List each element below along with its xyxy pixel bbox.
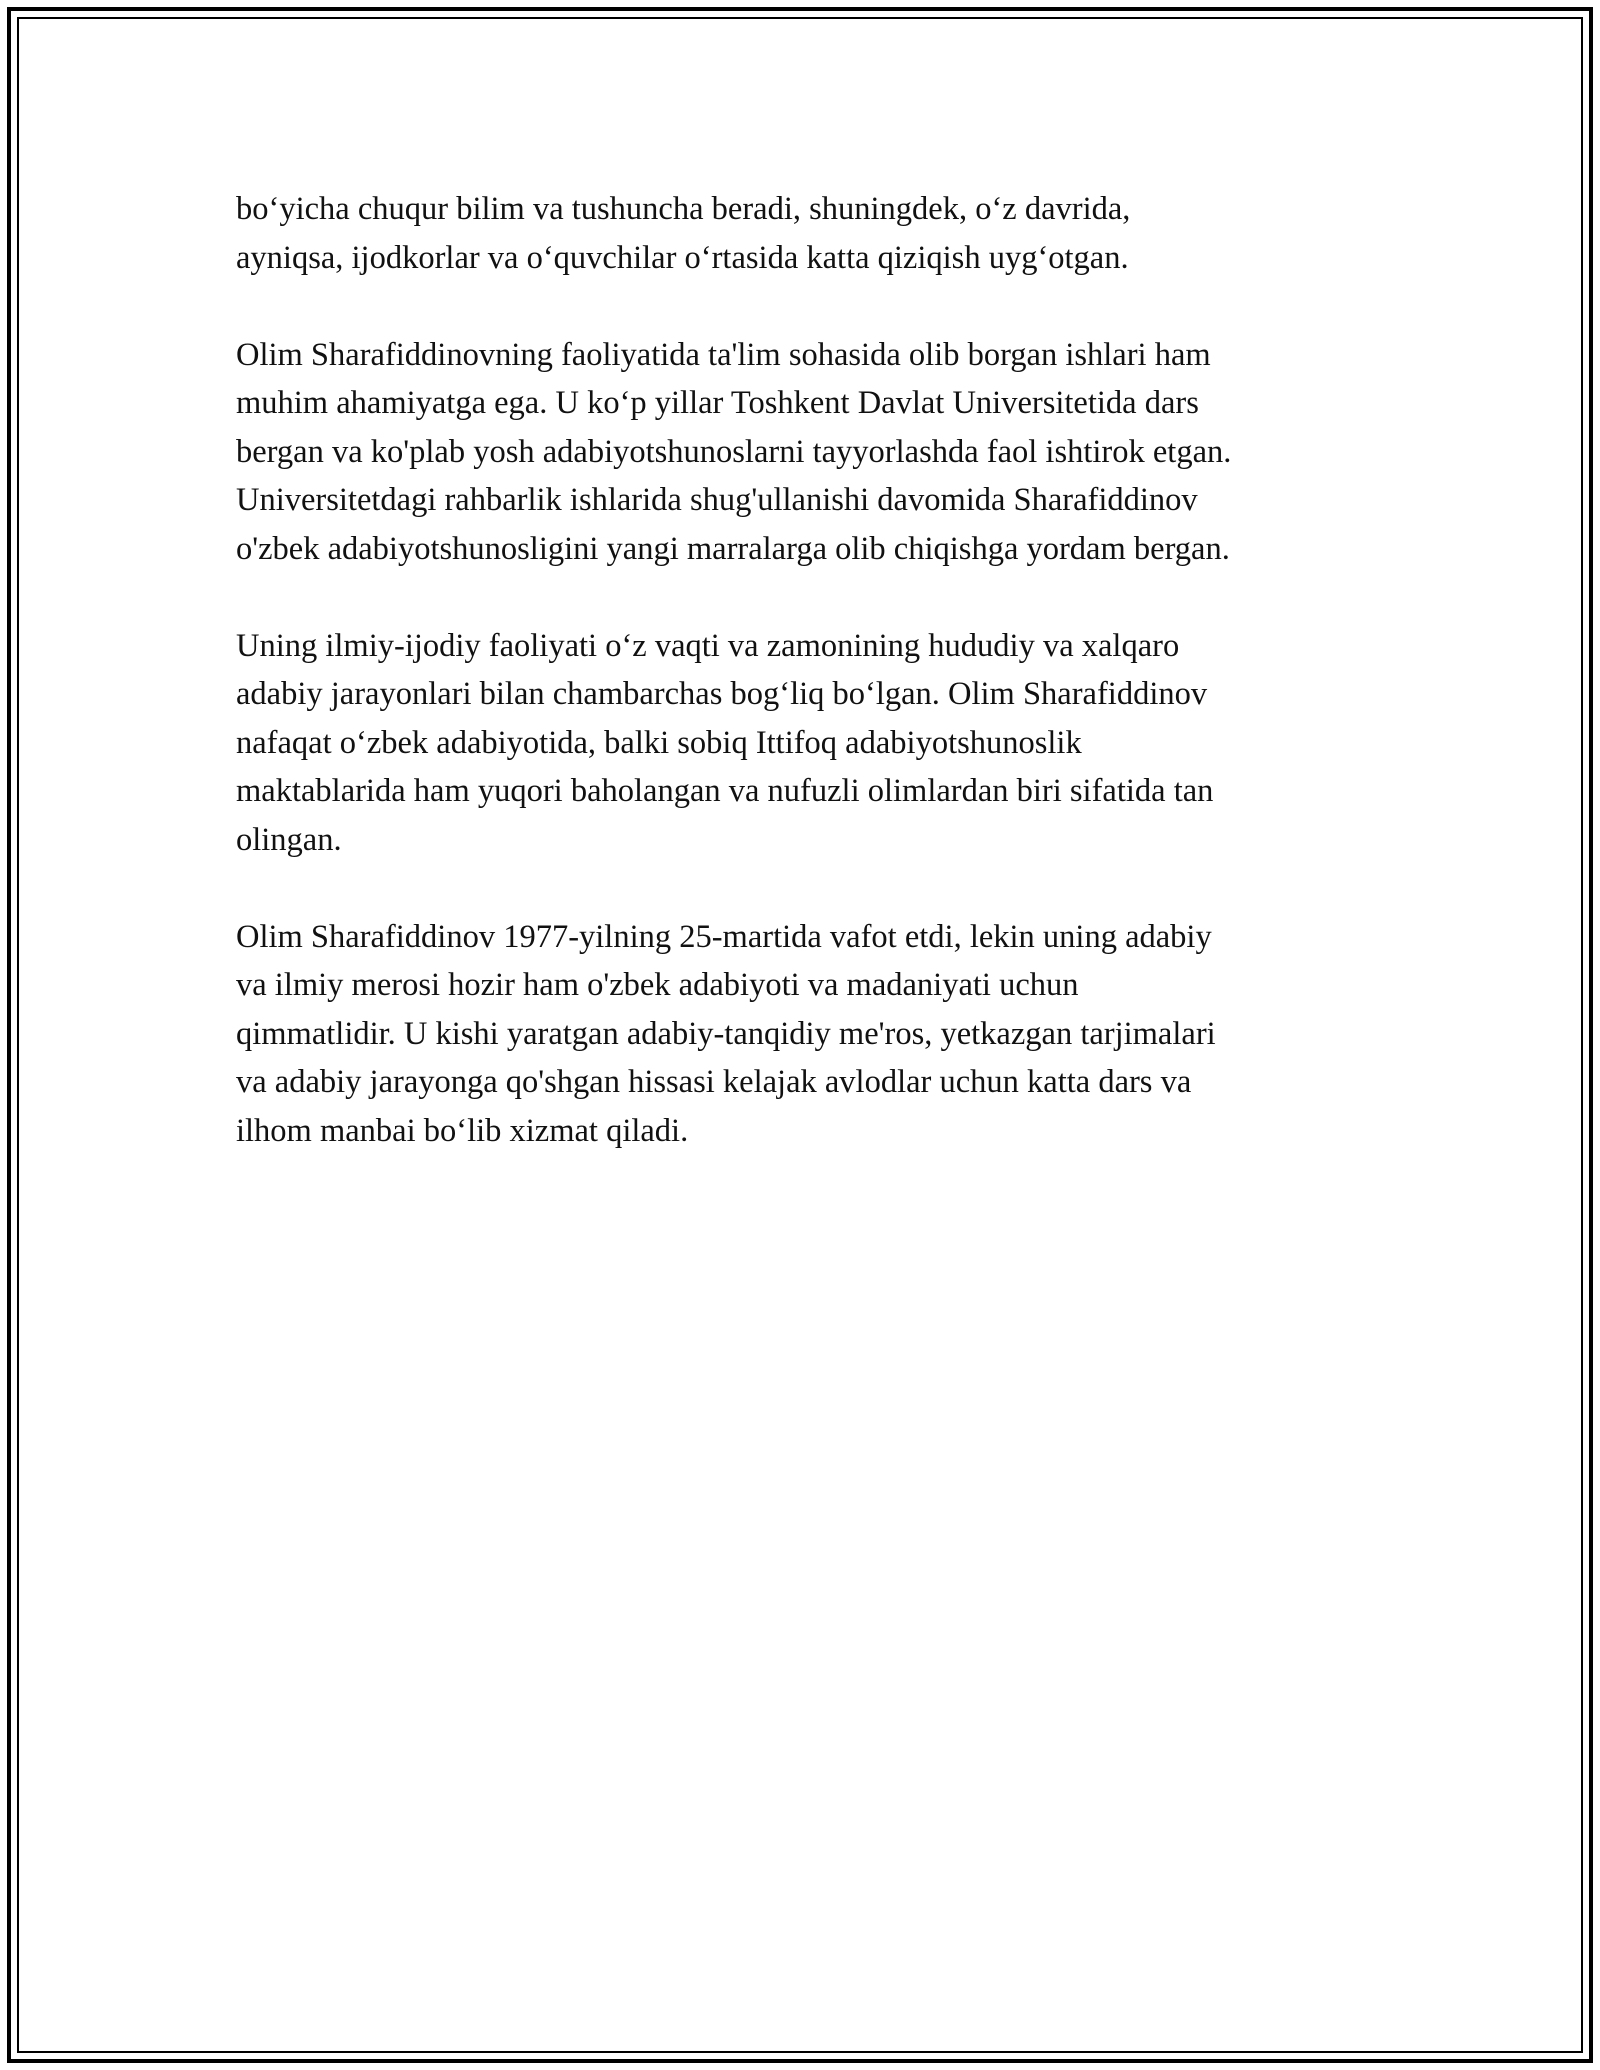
paragraph-1: bo‘yicha chuqur bilim va tushuncha beradi, shuningdek, o‘z davrida, ayniqsa, ijodkorlar va o‘quvchilar o‘rtasida katta qiziqish uyg‘otgan.: [236, 191, 1131, 276]
paragraph-4: Olim Sharafiddinov 1977-yilning 25-martida vafot etdi, lekin uning adabiy va ilmiy merosi hozir ham o'zbek adabiyoti va madaniyati uchun qimmatlidir. U kishi yaratgan adabiy-tanqidiy me'ros, yetkazgan tarjimalari va adabiy jarayonga qo'shgan hissasi kelajak avlodlar uchun katta dars va ilhom manbai bo‘lib xizmat qiladi.: [236, 918, 1216, 1149]
paragraph-3: Uning ilmiy-ijodiy faoliyati o‘z vaqti va zamonining hududiy va xalqaro adabiy jarayonlari bilan chambarchas bog‘liq bo‘lgan. Olim Sharafiddinov nafaqat o‘zbek adabiyotida, balki sobiq Ittifoq adabiyotshunoslik maktablarida ham yuqori baholangan va nufuzli olimlardan biri sifatida tan olingan.: [236, 627, 1214, 858]
document-body: [236, 185, 1376, 1204]
paragraph-2: Olim Sharafiddinovning faoliyatida ta'lim sohasida olib borgan ishlari ham muhim ahamiyatga ega. U ko‘p yillar Toshkent Davlat Universitetida dars bergan va ko'plab yosh adabiyotshunoslarni tayyorlashda faol ishtirok etgan. Universitetdagi rahbarlik ishlarida shug'ullanishi davomida Sharafiddinov o'zbek adabiyotshunosligini yangi marralarga olib chiqishga yordam bergan.: [236, 336, 1232, 567]
